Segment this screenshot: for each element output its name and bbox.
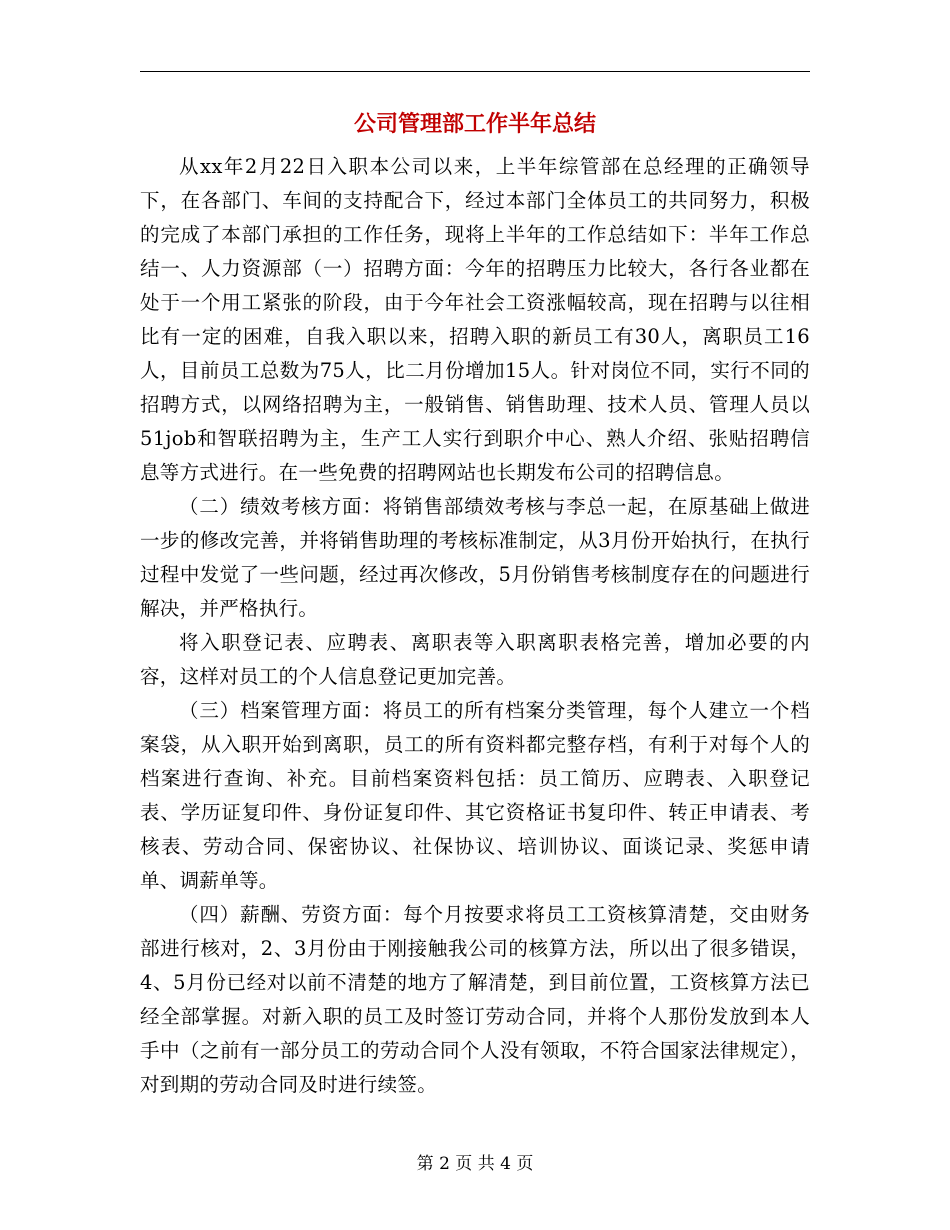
paragraph-archive-management: （三）档案管理方面：将员工的所有档案分类管理，每个人建立一个档案袋，从入职开始到离职，员工的所有资料都完整存档，有利于对每个人的档案进行查询、补充。目前档案资料包括：员工简历、应聘表、入职登记表、学历证复印件、身份证复印件、其它资格证书复印件、转正申请表、考核表、劳动合同、保密协议、社保协议、培训协议、面谈记录、奖惩申请单、调薪单等。 bbox=[140, 699, 810, 892]
footer-total-pages: 4 bbox=[500, 1154, 511, 1174]
paragraph-payroll: （四）薪酬、劳资方面：每个月按要求将员工工资核算清楚，交由财务部进行核对，2、3月份由于刚接触我公司的核算方法，所以出了很多错误，4、5月份已经对以前不清楚的地方了解清楚，到目前位置，工资核算方法已经全部掌握。对新入职的员工及时签订劳动合同，并将个人那份发放到本人手中（之前有一部分员工的劳动合同个人没有领取，不符合国家法律规定），对到期的劳动合同及时进行续签。 bbox=[140, 903, 810, 1096]
paragraph-forms: 将入职登记表、应聘表、离职表等入职离职表格完善，增加必要的内容，这样对员工的个人信息登记更加完善。 bbox=[140, 631, 810, 688]
document-body bbox=[140, 150, 810, 1102]
footer-label-unit: 页 bbox=[455, 1154, 473, 1174]
header-rule bbox=[140, 71, 810, 72]
footer-label-unit-end: 页 bbox=[516, 1154, 534, 1174]
page-footer bbox=[140, 1152, 810, 1176]
footer-label-page: 第 bbox=[416, 1154, 434, 1174]
footer-label-total: 共 bbox=[477, 1154, 495, 1174]
paragraph-intro-recruitment: 从xx年2月22日入职本公司以来，上半年综管部在总经理的正确领导下，在各部门、车间的支持配合下，经过本部门全体员工的共同努力，积极的完成了本部门承担的工作任务，现将上半年的工作总结如下：半年工作总结一、人力资源部（一）招聘方面：今年的招聘压力比较大，各行各业都在处于一个用工紧张的阶段，由于今年社会工资涨幅较高，现在招聘与以往相比有一定的困难，自我入职以来，招聘入职的新员工有30人，离职员工16人，目前员工总数为75人，比二月份增加15人。针对岗位不同，实行不同的招聘方式，以网络招聘为主，一般销售、销售助理、技术人员、管理人员以51job和智联招聘为主，生产工人实行到职介中心、熟人介绍、张贴招聘信息等方式进行。在一些免费的招聘网站也长期发布公司的招聘信息。 bbox=[140, 155, 810, 484]
document-title: 公司管理部工作半年总结 bbox=[353, 112, 596, 137]
paragraph-performance-review: （二）绩效考核方面：将销售部绩效考核与李总一起，在原基础上做进一步的修改完善，并将销售助理的考核标准制定，从3月份开始执行，在执行过程中发觉了一些问题，经过再次修改，5月份销售考核制度存在的问题进行解决，并严格执行。 bbox=[140, 495, 810, 620]
footer-current-page: 2 bbox=[439, 1154, 450, 1174]
